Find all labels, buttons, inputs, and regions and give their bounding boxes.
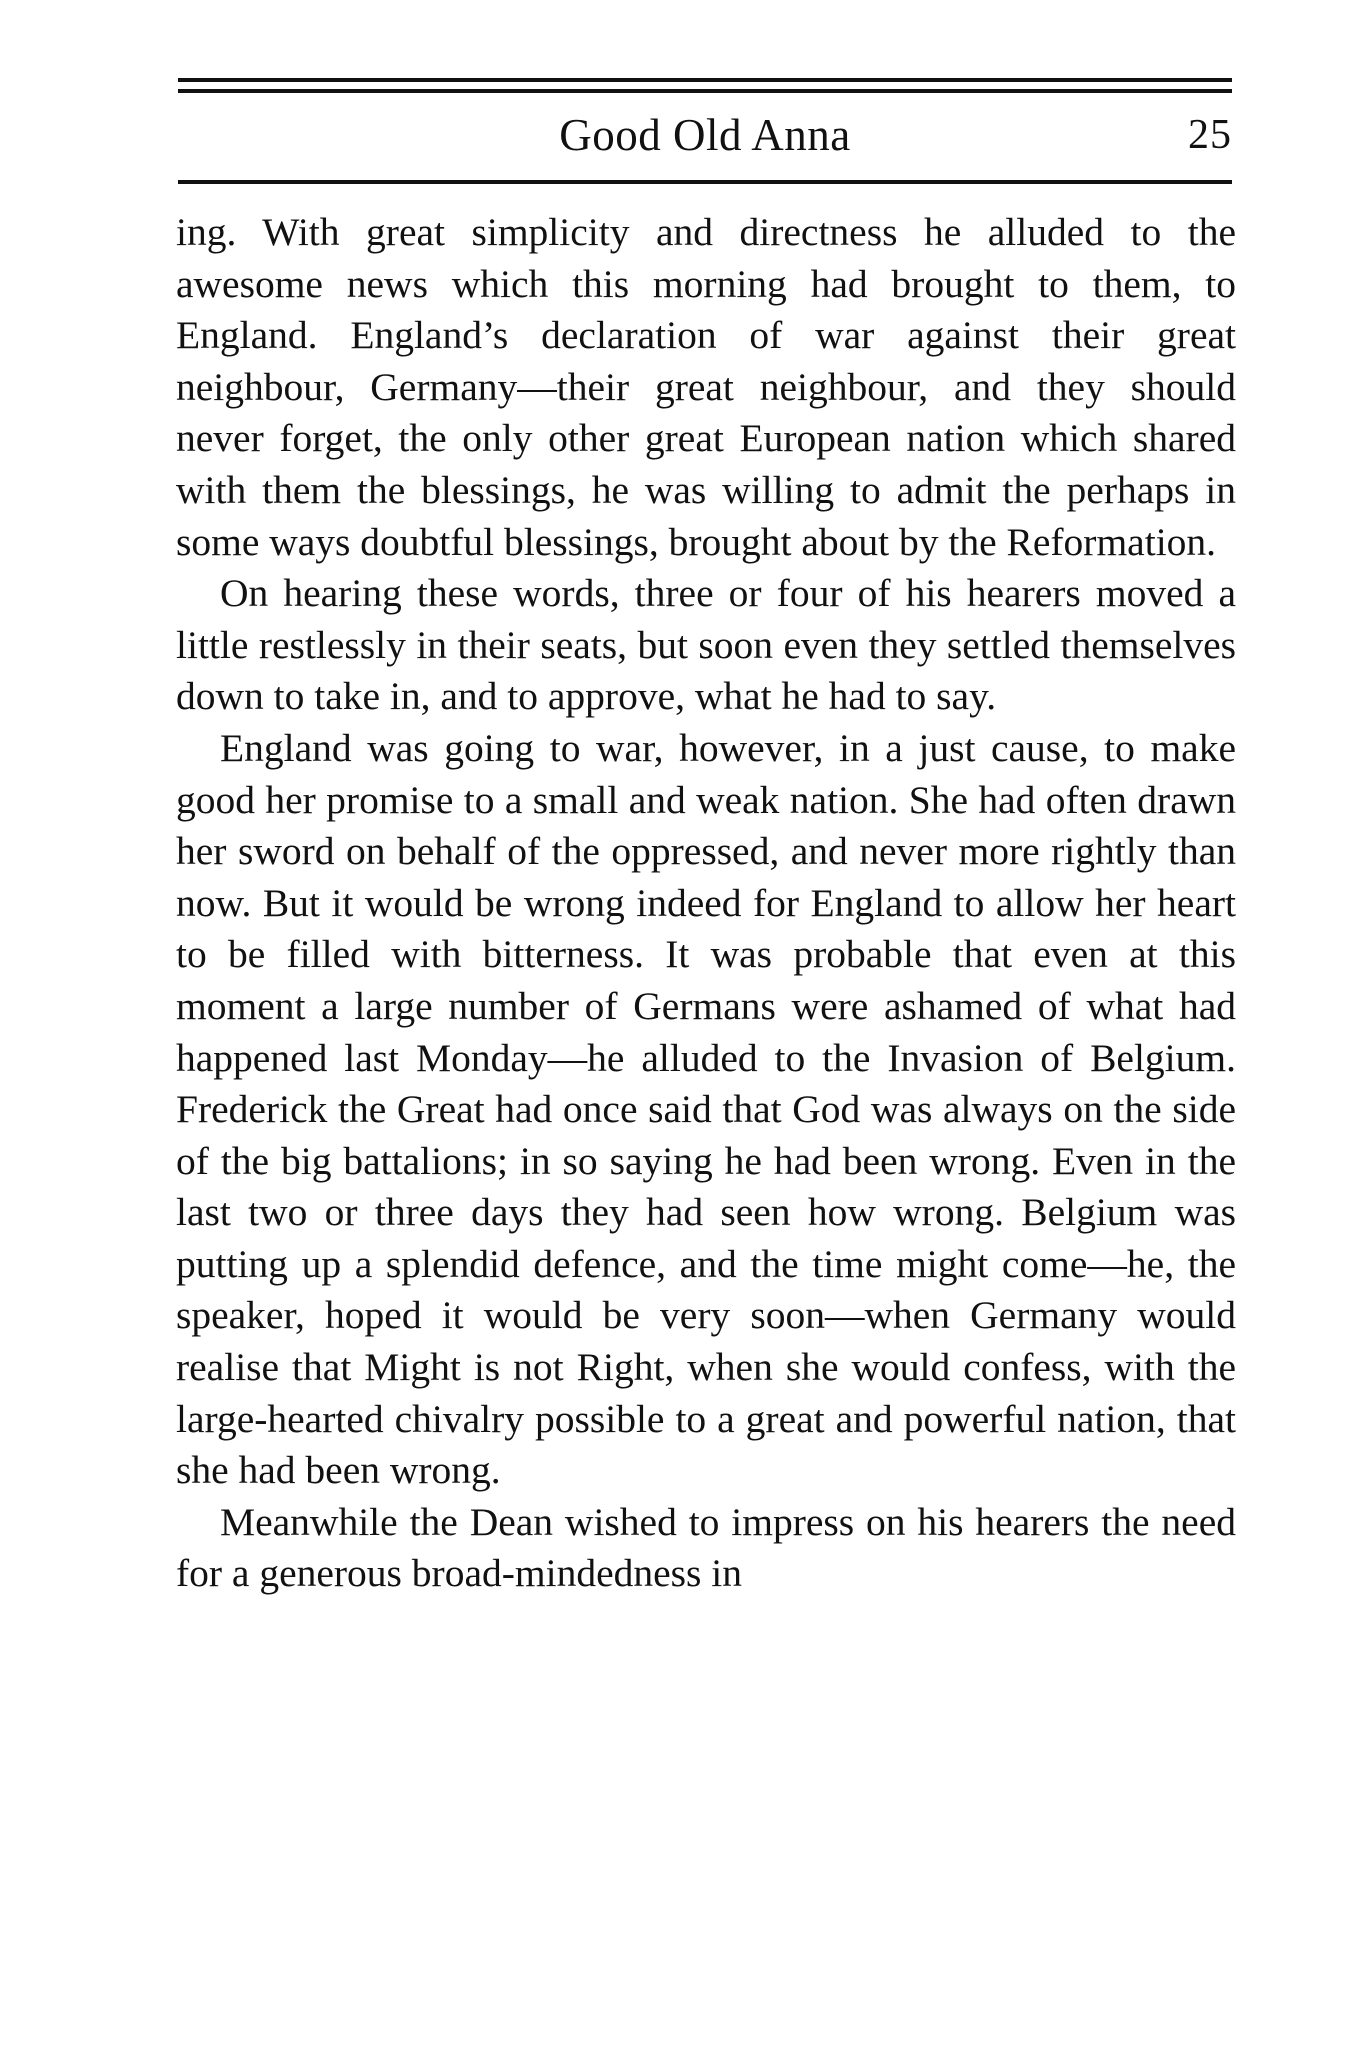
page-number: 25 <box>1188 112 1232 158</box>
body-text <box>176 207 1236 1600</box>
header-rule-bottom <box>178 180 1232 184</box>
paragraph-1: ing. With great simplicity and directness he alluded to the awesome news which this morning had brought to them, to England. England’s declaration of war against their great neighbour, Germany—their great neighbour, and they should never forget, the only other great European nation which shared with them the blessings, he was willing to admit the perhaps in some ways doubtful blessings, brought about by the Reformation. <box>176 210 1236 564</box>
running-head <box>178 104 1232 166</box>
running-title: Good Old Anna <box>559 110 851 160</box>
header-rule-top <box>178 78 1232 82</box>
paragraph-3: England was going to war, however, in a just cause, to make good her promise to a small and weak nation. She had often drawn her sword on behalf of the oppressed, and never more rightly than now. But it would be wrong indeed for England to allow her heart to be filled with bitterness. It was probable that even at this moment a large number of Germans were ashamed of what had happened last Monday—he alluded to the Invasion of Belgium. Frederick the Great had once said that God was always on the side of the big battalions; in so saying he had been wrong. Even in the last two or three days they had seen how wrong. Belgium was putting up a splendid defence, and the time might come—he, the speaker, hoped it would be very soon—when Germany would realise that Might is not Right, when she would confess, with the large-hearted chivalry possible to a great and powerful nation, that she had been wrong. <box>176 725 1236 1493</box>
paragraph-4: Meanwhile the Dean wished to impress on his hearers the need for a generous broad-mindedness in <box>176 1499 1236 1596</box>
header-rule-top-second <box>178 89 1232 93</box>
paragraph-2: On hearing these words, three or four of his hearers moved a little restlessly in their seats, but soon even they settled themselves down to take in, and to approve, what he had to say. <box>176 571 1236 719</box>
